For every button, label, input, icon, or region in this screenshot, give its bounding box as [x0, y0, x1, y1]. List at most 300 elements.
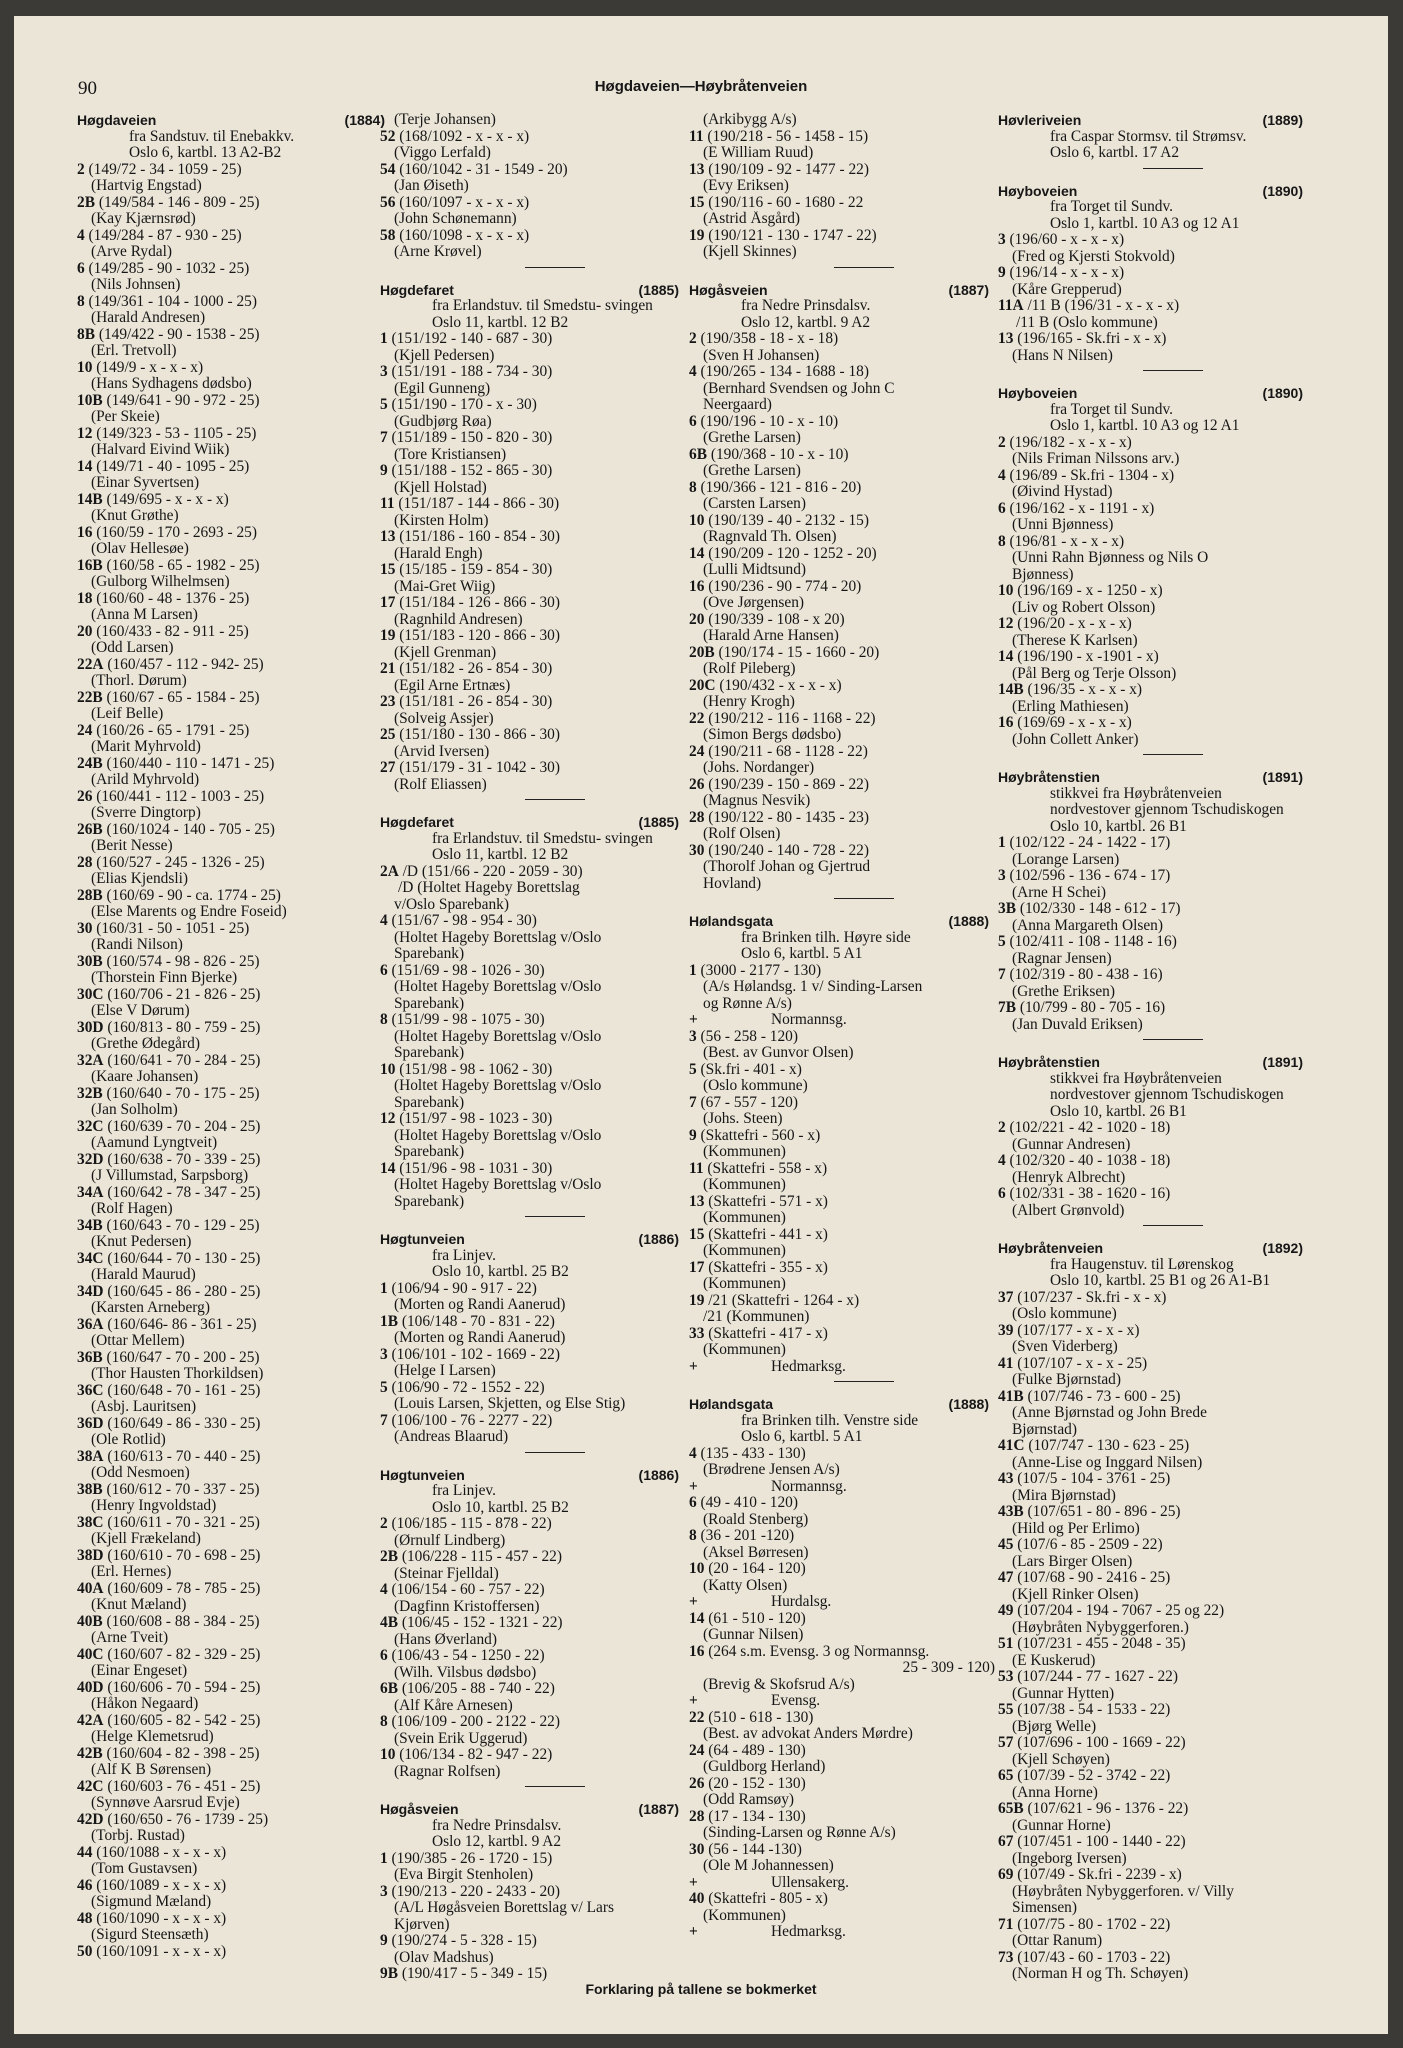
street-description: nordvestover gjennom Tschudiskogen — [1050, 802, 1284, 818]
property-data: (Skattefri - 441 - x) — [704, 1226, 828, 1243]
house-number: 28B — [77, 887, 103, 904]
property-line — [689, 1495, 995, 1512]
owner-name: (Lorange Larsen) — [1012, 851, 1120, 868]
house-number: 6 — [380, 962, 388, 979]
section-divider — [1143, 1039, 1203, 1040]
property-line — [77, 789, 391, 806]
property-data: (160/58 - 65 - 1982 - 25) — [102, 557, 260, 574]
property-line — [380, 1062, 685, 1079]
owner-name: (Grethe Ødegård) — [91, 1036, 200, 1052]
property-data: (151/181 - 26 - 854 - 30) — [395, 694, 553, 710]
cross-street-icon: + — [689, 1594, 698, 1610]
property-data: (10/799 - 80 - 705 - 16) — [1015, 1000, 1166, 1016]
property-line — [380, 628, 685, 645]
house-number: 20B — [689, 644, 715, 661]
owner-name: (E William Ruud) — [703, 145, 814, 161]
street-name: Høybråtenstien — [998, 1054, 1100, 1070]
property-data: (196/169 - x - 1250 - x) — [1013, 583, 1163, 599]
street-description: fra Linjev. — [432, 1247, 496, 1264]
house-number: 6 — [689, 413, 697, 430]
house-number: 14B — [998, 682, 1024, 698]
property-line — [998, 1570, 1309, 1587]
street-entry — [998, 183, 1309, 372]
property-data: (160/69 - 90 - ca. 1774 - 25) — [102, 887, 281, 904]
property-data: (160/610 - 70 - 698 - 25) — [103, 1547, 261, 1564]
house-number: 10 — [380, 1061, 396, 1078]
property-line — [689, 1561, 995, 1578]
house-number: 10B — [77, 392, 103, 409]
owner-name: (Jan Duvald Eriksen) — [1012, 1016, 1143, 1033]
street-entry — [77, 112, 391, 1960]
property-line — [380, 129, 685, 146]
property-data: (151/191 - 188 - 734 - 30) — [387, 364, 553, 380]
owner-name: (Ottar Mellem) — [91, 1333, 185, 1349]
property-line — [998, 1323, 1309, 1340]
street-code: (1889) — [1262, 112, 1303, 128]
owner-name: (Kjell Schøyen) — [1012, 1751, 1110, 1768]
property-line — [380, 430, 685, 447]
owner-name: (Anne Bjørnstad og John Brede — [1012, 1405, 1207, 1421]
house-number: 30 — [689, 842, 705, 859]
owner-name: (Rolf Hagen) — [91, 1201, 173, 1217]
property-data: (151/96 - 98 - 1031 - 30) — [395, 1160, 553, 1177]
property-data: (107/6 - 85 - 2509 - 22) — [1013, 1537, 1163, 1553]
property-line — [380, 595, 685, 612]
property-data: (160/26 - 65 - 1791 - 25) — [92, 722, 250, 739]
property-data: (160/646- 86 - 361 - 25) — [103, 1316, 257, 1333]
owner-name: (Else V Dørum) — [91, 1003, 190, 1019]
property-line — [998, 967, 1309, 984]
owner-name: (Aksel Børresen) — [703, 1544, 809, 1561]
owner-name: (Sigurd Steensæth) — [91, 1927, 209, 1943]
house-number: 71 — [998, 1916, 1014, 1933]
house-number: 8 — [689, 1528, 697, 1544]
owner-name: (Marit Myhrvold) — [91, 739, 201, 755]
property-data: (149/285 - 90 - 1032 - 25) — [84, 260, 250, 277]
street-entry — [380, 1467, 685, 1788]
property-line — [77, 1911, 391, 1928]
house-number: 1 — [998, 835, 1006, 851]
cross-street-name: Normannsg. — [771, 1478, 847, 1495]
street-entry — [380, 1801, 685, 1983]
property-data: (107/621 - 96 - 1376 - 22) — [1023, 1801, 1189, 1817]
owner-name: (Egil Arne Ertnæs) — [394, 677, 511, 694]
property-line — [380, 1314, 685, 1331]
property-data: (151/69 - 98 - 1026 - 30) — [387, 962, 545, 979]
property-line — [77, 1317, 391, 1334]
property-data: (102/122 - 24 - 1422 - 17) — [1005, 835, 1171, 851]
cross-street-name: Hedmarksg. — [771, 1358, 846, 1375]
property-line — [998, 1537, 1309, 1554]
property-line — [77, 1020, 391, 1037]
property-data: (169/69 - x - x - x) — [1013, 715, 1132, 731]
owner-name: (Roald Stenberg) — [703, 1511, 809, 1528]
owner-name: (Anna M Larsen) — [91, 607, 198, 623]
property-line — [77, 888, 391, 905]
section-divider — [525, 1216, 585, 1217]
property-data: (56 - 258 - 120) — [696, 1028, 799, 1045]
house-number: 22 — [689, 1709, 705, 1726]
owner-name: (Ragnvald Th. Olsen) — [703, 529, 837, 545]
owner-name: Sparebank) — [394, 1193, 465, 1210]
house-number: 7 — [998, 967, 1006, 983]
house-number: 13 — [689, 161, 705, 178]
house-number: 6 — [77, 260, 85, 277]
property-data: (190/239 - 150 - 869 - 22) — [704, 776, 869, 793]
street-description: Oslo 10, kartbl. 25 B1 og 26 A1-B1 — [1050, 1273, 1271, 1289]
property-line — [77, 1614, 391, 1631]
property-line — [998, 1768, 1309, 1785]
owner-name: (Guldborg Herland) — [703, 1759, 826, 1775]
property-line — [380, 195, 685, 212]
owner-name: (Aamund Lyngtveit) — [91, 1135, 218, 1151]
street-entry — [380, 1231, 685, 1453]
owner-name: (Holtet Hageby Borettslag v/Oslo — [394, 1177, 602, 1193]
property-data: /D (151/66 - 220 - 2059 - 30) — [398, 863, 583, 880]
house-number: 11 — [689, 128, 704, 145]
property-data: (151/192 - 140 - 687 - 30) — [387, 331, 553, 347]
house-number: 4 — [689, 1445, 697, 1462]
section-divider — [834, 898, 894, 899]
street-entry — [998, 385, 1309, 755]
house-number: 40B — [77, 1613, 103, 1630]
property-line — [380, 760, 685, 777]
property-data: (149/584 - 146 - 809 - 25) — [94, 194, 260, 211]
owner-name: (Kjell Pedersen) — [394, 347, 495, 364]
property-line — [77, 1284, 391, 1301]
property-line — [380, 1281, 685, 1298]
owner-name: (Gunnar Andresen) — [1012, 1136, 1131, 1153]
page-number: 90 — [78, 78, 97, 99]
house-number: 30 — [689, 1841, 705, 1858]
property-line — [77, 921, 391, 938]
house-number: 30 — [77, 920, 93, 937]
property-data: (15/185 - 159 - 854 - 30) — [395, 562, 553, 578]
house-number: 9 — [998, 265, 1006, 281]
owner-name: v/Oslo Sparebank) — [394, 896, 509, 913]
house-number: 3 — [998, 868, 1006, 884]
house-number: 40D — [77, 1679, 104, 1696]
house-number: 2 — [689, 331, 697, 347]
owner-name: (Evy Eriksen) — [703, 178, 789, 194]
house-number: 44 — [77, 1844, 93, 1861]
property-line — [689, 1029, 995, 1046]
property-data: (149/323 - 53 - 1105 - 25) — [92, 425, 257, 442]
directory-page — [14, 16, 1388, 2034]
street-code: (1888) — [948, 913, 989, 929]
property-line — [689, 129, 995, 146]
owner-name: (A/L Høgåsveien Borettslag v/ Lars — [394, 1900, 614, 1916]
property-data: (196/165 - Sk.fri - x - x) — [1013, 331, 1167, 347]
property-line — [77, 690, 391, 707]
house-number: 36C — [77, 1382, 104, 1399]
section-divider — [1143, 754, 1203, 755]
property-data: (196/35 - x - x - x) — [1023, 682, 1143, 698]
property-data: (510 - 618 - 130) — [704, 1709, 814, 1726]
house-number: 7 — [380, 1412, 388, 1429]
property-line — [77, 624, 391, 641]
property-line — [689, 1326, 995, 1343]
house-number: 3 — [998, 232, 1006, 248]
street-description: Oslo 6, kartbl. 17 A2 — [1050, 145, 1180, 161]
house-number: 37 — [998, 1289, 1014, 1306]
section-divider — [525, 1452, 585, 1453]
street-code: (1891) — [1262, 1054, 1303, 1070]
house-number: 12 — [998, 616, 1014, 632]
owner-name: (Simon Bergs dødsbo) — [703, 727, 842, 743]
property-line — [380, 1747, 685, 1764]
property-data: (106/148 - 70 - 831 - 22) — [397, 1313, 555, 1330]
property-line — [689, 546, 995, 563]
property-line — [998, 868, 1309, 885]
house-number: 8 — [380, 1012, 388, 1028]
property-data: (160/644 - 70 - 130 - 25) — [103, 1250, 261, 1267]
property-data: (160/59 - 170 - 2693 - 25) — [92, 524, 257, 541]
property-line — [998, 331, 1309, 348]
property-line — [998, 1290, 1309, 1307]
column-3 — [689, 112, 995, 1955]
owner-name: (Jan Øiseth) — [394, 178, 469, 194]
street-description: fra Linjev. — [432, 1483, 496, 1499]
property-line — [77, 1416, 391, 1433]
house-number: 19 — [689, 227, 705, 244]
house-number: 2B — [77, 194, 95, 211]
owner-name: (Erling Mathiesen) — [1012, 698, 1129, 715]
property-data: (107/747 - 130 - 623 - 25) — [1024, 1438, 1190, 1454]
property-line — [380, 1933, 685, 1950]
house-number: 49 — [998, 1603, 1014, 1619]
cross-street-name: Normannsg. — [771, 1012, 847, 1028]
owner-name: (Ole Rotlid) — [91, 1432, 166, 1448]
property-data: (190/368 - 10 - x - 10) — [706, 446, 849, 463]
property-data: (160/706 - 21 - 826 - 25) — [103, 986, 261, 1003]
owner-name: (Erl. Tretvoll) — [91, 343, 177, 359]
house-number: 3 — [689, 1028, 697, 1045]
cross-street — [689, 1012, 995, 1029]
owner-name: (Øivind Hystad) — [1012, 484, 1113, 500]
house-number: 47 — [998, 1570, 1014, 1586]
owner-name: (Holtet Hageby Borettslag v/Oslo — [394, 929, 602, 946]
property-data: (196/14 - x - x - x) — [1005, 265, 1125, 281]
house-number: 13 — [998, 331, 1014, 347]
house-number: 40C — [77, 1646, 104, 1663]
owner-name: (Alf Kåre Arnesen) — [394, 1697, 513, 1714]
owner-name: (Odd Larsen) — [91, 640, 174, 656]
property-data: (160/608 - 88 - 384 - 25) — [102, 1613, 260, 1630]
owner-name: (Brevig & Skofsrud A/s) — [703, 1676, 855, 1693]
house-number: 4 — [77, 227, 85, 244]
street-description: fra Haugenstuv. til Lørenskog — [1050, 1256, 1234, 1273]
owner-name: (Harald Andresen) — [91, 310, 206, 326]
house-number: 34D — [77, 1283, 104, 1300]
property-data: (190/265 - 134 - 1688 - 18) — [696, 364, 869, 380]
property-line — [689, 1743, 995, 1760]
owner-name: (Tom Gustavsen) — [91, 1861, 198, 1877]
property-data: (149/422 - 90 - 1538 - 25) — [94, 326, 260, 343]
section-divider — [525, 799, 585, 800]
owner-name: (Sigmund Mæland) — [91, 1894, 212, 1910]
house-number: 28 — [77, 854, 93, 871]
property-data: (Sk.fri - 401 - x) — [696, 1061, 802, 1078]
owner-name: (Terje Johansen) — [394, 112, 496, 128]
property-line — [77, 195, 391, 212]
house-number: 14 — [77, 458, 93, 475]
street-code: (1886) — [638, 1466, 679, 1483]
owner-name: (Elias Kjendsli) — [91, 871, 189, 887]
owner-name: (Therese K Karlsen) — [1012, 632, 1138, 649]
owner-name: (Grethe Larsen) — [703, 463, 801, 479]
owner-name: (Thor Hausten Thorkildsen) — [91, 1366, 264, 1382]
owner-name: Sparebank) — [394, 1094, 465, 1111]
property-data: (107/177 - x - x - x) — [1013, 1322, 1140, 1339]
owner-name: (Hans Øverland) — [394, 1631, 497, 1648]
street-description: fra Nedre Prinsdalsv. — [741, 298, 871, 314]
street-heading — [998, 385, 1309, 402]
property-line — [380, 864, 685, 881]
property-line — [380, 496, 685, 513]
street-description: fra Torget til Sundv. — [1050, 199, 1174, 215]
owner-name: (Egil Gunneng) — [394, 380, 491, 397]
property-data: (160/1088 - x - x - x) — [92, 1844, 227, 1861]
street-description: fra Caspar Stormsv. til Strømsv. — [1050, 128, 1247, 145]
street-description: Oslo 12, kartbl. 9 A2 — [432, 1834, 562, 1850]
property-line — [689, 1842, 995, 1859]
property-data: (106/90 - 72 - 1552 - 22) — [387, 1379, 545, 1396]
property-data: (190/213 - 220 - 2433 - 20) — [387, 1883, 560, 1900]
owner-name: (Best. av Gunvor Olsen) — [703, 1045, 854, 1061]
owner-name: (Hartvig Engstad) — [91, 178, 202, 194]
property-line — [998, 1801, 1309, 1818]
property-data: (106/94 - 90 - 917 - 22) — [387, 1280, 537, 1297]
owner-name: (Kirsten Holm) — [394, 512, 489, 529]
street-description: Oslo 1, kartbl. 10 A3 og 12 A1 — [1050, 418, 1240, 434]
street-name: Høgåsveien — [689, 281, 768, 298]
property-data: (160/638 - 70 - 339 - 25) — [103, 1151, 261, 1168]
owner-name: (Best. av advokat Anders Mørdre) — [703, 1726, 913, 1742]
section-divider — [525, 1786, 585, 1787]
owner-name: (Erl. Hernes) — [91, 1564, 172, 1580]
property-line — [77, 261, 391, 278]
house-number: 10 — [689, 512, 705, 529]
owner-name: (Svein Erik Uggerud) — [394, 1730, 528, 1747]
property-line — [689, 331, 995, 348]
street-code: (1890) — [1262, 182, 1303, 199]
owner-name: (Kjell Holstad) — [394, 479, 487, 496]
property-line — [998, 649, 1309, 666]
owner-name: (Einar Syvertsen) — [91, 475, 200, 491]
property-line — [77, 459, 391, 476]
property-data: (190/139 - 40 - 2132 - 15) — [704, 512, 869, 529]
property-data: (160/604 - 82 - 398 - 25) — [102, 1745, 260, 1762]
house-number: 2 — [998, 434, 1006, 451]
owner-name: (Berit Nesse) — [91, 838, 173, 854]
house-number: 16 — [998, 715, 1014, 731]
cross-street — [689, 1693, 995, 1710]
property-line — [77, 492, 391, 509]
street-code: (1885) — [638, 814, 679, 830]
property-data: (196/60 - x - x - x) — [1005, 232, 1125, 248]
property-data: (190/339 - 108 - x 20) — [704, 611, 845, 628]
property-line — [77, 657, 391, 674]
property-line — [380, 1012, 685, 1029]
house-number: 12 — [77, 425, 93, 442]
property-data: (160/609 - 78 - 785 - 25) — [103, 1580, 261, 1597]
owner-name: Kjørven) — [394, 1916, 450, 1933]
property-data: (56 - 144 -130) — [704, 1841, 802, 1858]
property-data: (107/231 - 455 - 2048 - 35) — [1013, 1636, 1186, 1652]
property-data: (102/320 - 40 - 1038 - 18) — [1005, 1153, 1171, 1169]
owner-name: (Solveig Assjer) — [394, 710, 494, 727]
street-entry — [998, 1054, 1309, 1226]
property-data: (149/641 - 90 - 972 - 25) — [102, 392, 260, 409]
property-data: (107/746 - 73 - 600 - 25) — [1023, 1388, 1181, 1405]
street-name: Høybråtenveien — [998, 1240, 1104, 1256]
street-columns — [14, 112, 1388, 1982]
property-line — [689, 1809, 995, 1826]
property-data: (149/71 - 40 - 1095 - 25) — [92, 458, 250, 475]
owner-name: (Arne Tveit) — [91, 1630, 169, 1646]
house-number: 53 — [998, 1669, 1014, 1685]
owner-name: (Mira Bjørnstad) — [1012, 1487, 1116, 1504]
property-data: (151/189 - 150 - 820 - 30) — [387, 430, 553, 446]
property-line — [998, 1438, 1309, 1455]
owner-name: (Arvid Iversen) — [394, 743, 490, 760]
property-line — [380, 397, 685, 414]
owner-name: (Hild og Per Erlimo) — [1012, 1520, 1140, 1537]
owner-name: (Lulli Midtsund) — [703, 562, 807, 578]
property-line — [689, 579, 995, 596]
house-number: 2B — [380, 1549, 398, 1565]
owner-name: (Johs. Steen) — [703, 1111, 783, 1127]
property-data: (160/67 - 65 - 1584 - 25) — [102, 689, 260, 706]
property-data: (3000 - 2177 - 130) — [696, 962, 822, 979]
property-data: (Skattefri - 355 - x) — [704, 1259, 828, 1276]
property-line — [998, 583, 1309, 600]
property-data: (160/440 - 110 - 1471 - 25) — [102, 755, 275, 772]
street-name: Høyboveien — [998, 385, 1078, 401]
owner-name: Simensen) — [1012, 1900, 1077, 1916]
property-data: (160/647 - 70 - 200 - 25) — [102, 1349, 260, 1366]
owner-name: (Anna Horne) — [1012, 1784, 1098, 1801]
property-data: (160/1090 - x - x - x) — [92, 1910, 227, 1927]
property-line — [998, 232, 1309, 249]
page-header — [14, 78, 1388, 102]
house-number: 13 — [380, 529, 396, 545]
street-entry — [689, 913, 995, 1382]
house-number: 32B — [77, 1085, 103, 1102]
owner-name: (Thorstein Finn Bjerke) — [91, 970, 238, 986]
cross-street — [689, 1359, 995, 1376]
owner-name: (Holtet Hageby Borettslag v/Oslo — [394, 1127, 602, 1144]
property-data: (49 - 410 - 120) — [696, 1495, 799, 1511]
property-data: (106/154 - 60 - 757 - 22) — [387, 1582, 545, 1598]
property-line — [77, 327, 391, 344]
street-description: Oslo 11, kartbl. 12 B2 — [432, 314, 569, 331]
house-number: 36B — [77, 1349, 103, 1366]
property-line — [998, 1153, 1309, 1170]
property-line — [998, 1917, 1309, 1934]
property-data: (160/433 - 82 - 911 - 25) — [92, 623, 249, 640]
street-description: Oslo 10, kartbl. 26 B1 — [1050, 1103, 1187, 1120]
property-data: (151/98 - 98 - 1062 - 30) — [395, 1061, 553, 1078]
house-number: 15 — [689, 194, 705, 211]
street-heading — [998, 112, 1309, 129]
property-data: (160/611 - 70 - 321 - 25) — [103, 1514, 260, 1531]
owner-name: (Louis Larsen, Skjetten, og Else Stig) — [394, 1396, 626, 1412]
street-name: Hølandsgata — [689, 1396, 774, 1412]
property-line — [380, 913, 685, 930]
owner-name: /11 B (Oslo kommune) — [1016, 314, 1158, 331]
